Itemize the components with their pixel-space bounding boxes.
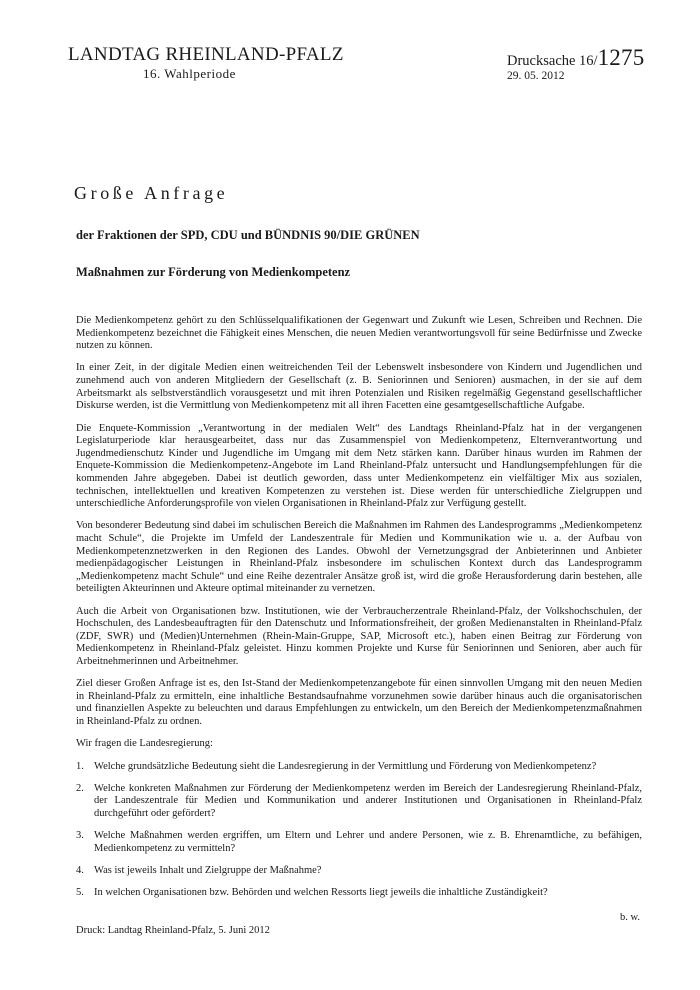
question-item xyxy=(76,830,642,855)
question-number: 5. xyxy=(76,887,84,899)
question-intro: Wir fragen die Landesregierung: xyxy=(76,738,213,750)
paragraph: Die Medienkompetenz gehört zu den Schlüsselqualifikationen der Gegenwart und Zukunft wie Lesen, Schreiben und Rechnen. Die Medienkompetenz bezeichnet die Fähigkeit eines Menschen, die neuen Medien verantwortungsvoll für seine Bedürfnisse und Zwecke nutzen zu können. xyxy=(76,315,642,352)
document-topic: Maßnahmen zur Förderung von Medienkompetenz xyxy=(76,265,351,279)
paragraph: Die Enquete-Kommission „Verantwortung in der medialen Welt“ des Landtags Rheinland-Pfalz hat in der vergangenen Legislaturperiode klar herausgearbeitet, dass nur das Zusammenspiel von Medienkompetenz, Elternverantwortung und Jugendmedienschutz Kinder und Jugendliche im Umgang mit dem Netz stärken kann. Darüber hinaus wurden im Rahmen der Enquete-Kommission die Medienkompetenz-Angebote im Land Rheinland-Pfalz untersucht und Handlungsempfehlungen für die kommenden Jahre abgegeben. Dabei ist deutlich geworden, dass unter Medienkompetenz ein vielfältiger Mix aus sozialen, technischen, intellektuellen und kreativen Kompetenzen zu verstehen ist. Diese werden für unterschiedliche Zielgruppen und unterschiedliche Anforderungsprofile von vielen Organisationen in Rheinland-Pfalz zur Verfügung gestellt. xyxy=(76,422,642,510)
print-footer: Druck: Landtag Rheinland-Pfalz, 5. Juni 2012 xyxy=(76,925,270,936)
submitted-by: der Fraktionen der SPD, CDU und BÜNDNIS 90/DIE GRÜNEN xyxy=(76,228,420,242)
document-type-title: Große Anfrage xyxy=(74,183,229,203)
question-number: 1. xyxy=(76,760,84,772)
question-text: Was ist jeweils Inhalt und Zielgruppe der Maßnahme? xyxy=(94,864,322,876)
question-item xyxy=(76,887,642,900)
document-date: 29. 05. 2012 xyxy=(507,70,565,82)
turn-page-note: b. w. xyxy=(620,912,641,923)
question-item xyxy=(76,761,642,774)
question-item xyxy=(76,865,642,878)
question-number: 3. xyxy=(76,830,84,842)
paragraph: Ziel dieser Großen Anfrage ist es, den Ist-Stand der Medienkompetenzangebote für einen sinnvollen Umgang mit den neuen Medien in Rheinland-Pfalz zu ermitteln, eine inhaltliche Bestandsaufnahme vorzunehmen sowie darüber hinaus auch die organisatorischen und finanziellen Aspekte zu beleuchten und daraus Empfehlungen zu entwickeln, um den Bereich der Medienkompetenzmaßnahmen in Rheinland-Pfalz zu ordnen. xyxy=(76,678,642,728)
question-text: In welchen Organisationen bzw. Behörden und welchen Ressorts liegt jeweils die inhaltliche Zuständigkeit? xyxy=(94,887,548,899)
document-body xyxy=(76,315,642,909)
question-item xyxy=(76,783,642,821)
parliament-name: LANDTAG RHEINLAND-PFALZ xyxy=(68,44,344,65)
drucksache-number xyxy=(507,45,644,71)
legislative-period: 16. Wahlperiode xyxy=(143,66,236,81)
drucksache-id: 1275 xyxy=(597,45,645,70)
question-list xyxy=(76,761,642,900)
question-text: Welche grundsätzliche Bedeutung sieht die Landesregierung in der Vermittlung und Förderung von Medienkompetenz? xyxy=(94,760,597,772)
question-number: 4. xyxy=(76,864,84,876)
paragraph: Auch die Arbeit von Organisationen bzw. Institutionen, wie der Verbraucherzentrale Rheinland-Pfalz, der Volkshochschulen, der Hochschulen, des Landesbeauftragten für den Datenschutz und Informationsfreiheit, der großen Medienanstalten in Rheinland-Pfalz (ZDF, SWR) und (Medien)Unternehmen (Rhein-Main-Gruppe, SAP, Microsoft etc.), haben einen Beitrag zur Förderung von Medienkompetenz in Rheinland-Pfalz geleistet. Hinzu kommen Projekte und Kurse für Seniorinnen und Senioren, aber auch für Arbeitnehmerinnen und Arbeitnehmer. xyxy=(76,605,642,667)
question-text: Welche Maßnahmen werden ergriffen, um Eltern und Lehrer und andere Personen, wie z. B. Ehrenamtliche, zu befähigen, Medienkompetenz zu vermitteln? xyxy=(94,830,642,854)
paragraph: In einer Zeit, in der digitale Medien einen weitreichenden Teil der Lebenswelt insbesondere von Kindern und Jugendlichen und zunehmend auch von anderen Mitgliedern der Gesellschaft (z. B. Seniorinnen und Senioren) ausmachen, in der sie auf dem Arbeitsmarkt als selbstverständlich vorausgesetzt und mit ihren Potenzialen und Risiken regelmäßig Gegenstand gesellschaftlicher Diskurse werden, ist die Vermittlung von Medienkompetenz mit all ihren Facetten eine gesamtgesellschaftliche Aufgabe. xyxy=(76,362,642,412)
question-number: 2. xyxy=(76,782,84,794)
question-text: Welche konkreten Maßnahmen zur Förderung der Medienkompetenz werden im Bereich der Landesregierung Rheinland-Pfalz, der Landeszentrale für Medien und Kommunikation und anderer Institutionen und Organisationen in Rheinland-Pfalz durchgeführt oder gefördert? xyxy=(94,782,642,819)
drucksache-label: Drucksache 16/ xyxy=(507,53,598,69)
paragraph: Von besonderer Bedeutung sind dabei im schulischen Bereich die Maßnahmen im Rahmen des Landesprogramms „Medienkompetenz macht Schule“, die Projekte im Umfeld der Landeszentrale für Medien und Kommunikation wie u. a. der Aufbau von Medienkompetenznetzwerken in den Regionen des Landes. Obwohl der Vernetzungsgrad der Anbieterinnen und Anbieter medienpädagogischer Leistungen in Rheinland-Pfalz insbesondere im schulischen Kontext durch das Landesprogramm „Medienkompetenz macht Schule“ und eine Reihe dezentraler Ansätze groß ist, wird die große Herausforderung darin bestehen, alle beteiligten Akteurinnen und Akteure optimal miteinander zu vernetzen. xyxy=(76,520,642,595)
